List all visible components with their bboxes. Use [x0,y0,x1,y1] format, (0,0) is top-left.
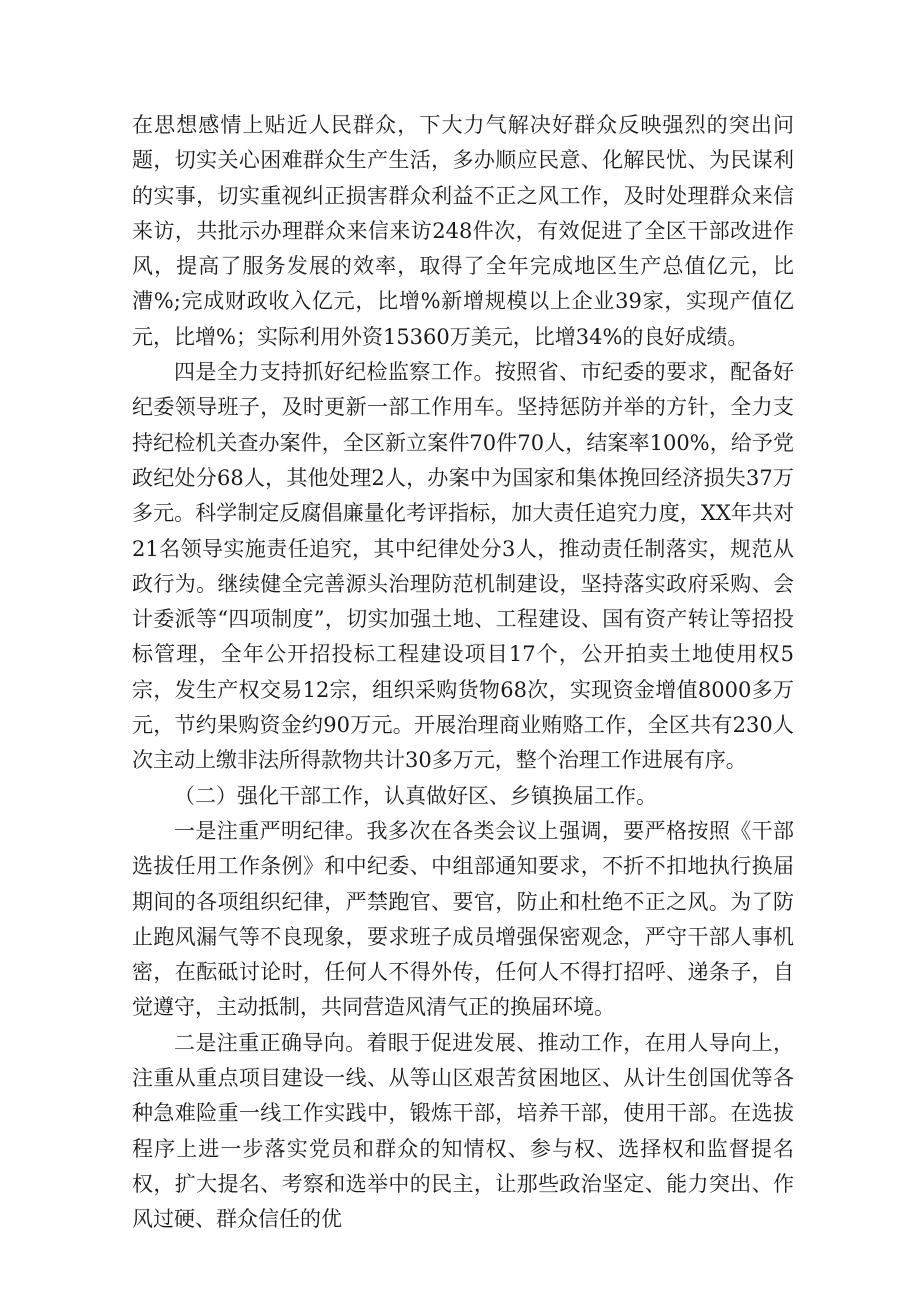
paragraph-discipline-inspection: 四是全力支持抓好纪检监察工作。按照省、市纪委的要求，配备好纪委领导班子，及时更新一部工作用车。坚持惩防并举的方针，全力支持纪检机关查办案件，全区新立案件70件70人，结案率100%，给予党政纪处分68人，其他处理2人，办案中为国家和集体挽回经济损失37万多元。科学制定反腐倡廉量化考评指标，加大责任追究力度，XX年共对21名领导实施责任追究，其中纪律处分3人，推动责任制落实，规范从政行为。继续健全完善源头治理防范机制建设，坚持落实政府采购、会计委派等“四项制度”，切实加强土地、工程建设、国有资产转让等招投标管理，全年公开招投标工程建设项目17个，公开拍卖土地使用权5宗，发生产权交易12宗，组织采购货物68次，实现资金增值8000多万元，节约果购资金约90万元。开展治理商业贿赂工作，全区共有230人次主动上缴非法所得款物共计30多万元，整个治理工作进展有序。 [132,360,794,773]
section-heading-cadre-work: （二）强化干部工作，认真做好区、乡镇换届工作。 [174,783,657,808]
paragraph-continued: 在思想感情上贴近人民群众，下大力气解决好群众反映强烈的突出问题，切实关心困难群众生产生活，多办顺应民意、化解民忧、为民谋利的实事，切实重视纠正损害群众利益不正之风工作，及时处理群众来信来访，共批示办理群众来信来访248件次，有效促进了全区干部改进作风，提高了服务发展的效率，取得了全年完成地区生产总值亿元，比漕%;完成财政收入亿元，比增%新增规模以上企业39家，实现产值亿元，比增%；实际利用外资15360万美元，比增34%的良好成绩。 [132,113,794,349]
paragraph-correct-guidance: 二是注重正确导向。着眼于促进发展、推动工作，在用人导向上，注重从重点项目建设一线、从等山区艰苦贫困地区、从计生创国优等各种急难险重一线工作实践中，锻炼干部，培养干部，使用干部。在选拔程序上进一步落实党员和群众的知情权、参与权、选择权和监督提名权，扩大提名、考察和选举中的民主，让那些政治坚定、能力突出、作风过硬、群众信任的优 [132,1030,794,1232]
document-body [132,108,794,1238]
paragraph-strict-discipline: 一是注重严明纪律。我多次在各类会议上强调，要严格按照《干部选拔任用工作条例》和中纪委、中组部通知要求，不折不扣地执行换届期间的各项组织纪律，严禁跑官、要官，防止和杜绝不正之风。为了防止跑风漏气等不良现象，要求班子成员增强保密观念，严守干部人事机密，在酝砥讨论时，任何人不得外传，任何人不得打招呼、递条子，自觉遵守，主动抵制，共同营造风清气正的换届环境。 [132,818,794,1020]
